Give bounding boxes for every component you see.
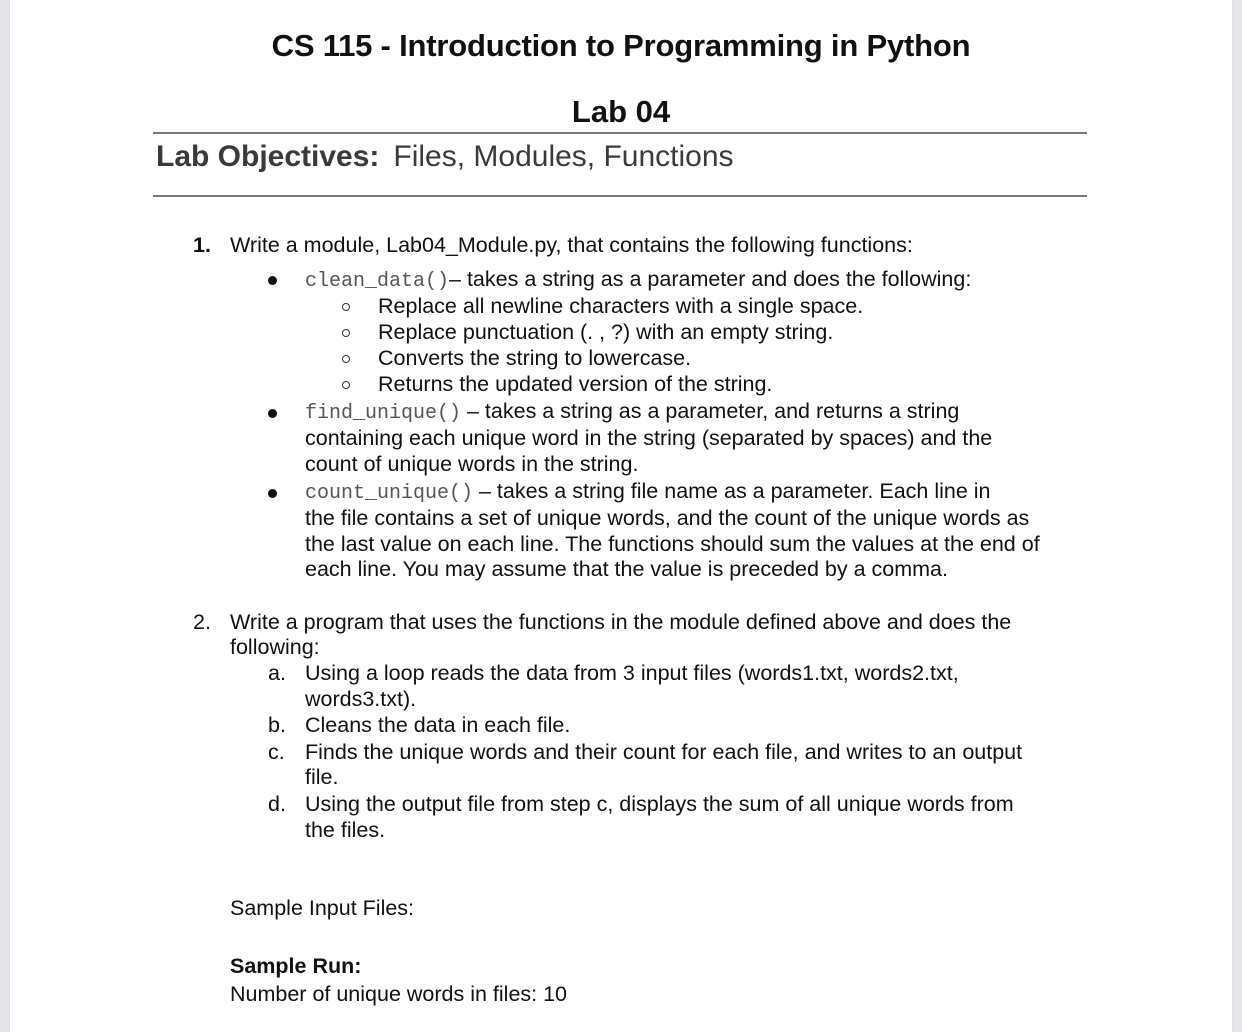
- function-description-line: each line. You may assume that the value is preceded by a comma.: [305, 557, 948, 581]
- lab-number-heading: Lab 04: [571, 94, 671, 129]
- step-marker-c: c.: [268, 740, 285, 764]
- bullet-icon: [268, 489, 277, 498]
- step-a-line: Using a loop reads the data from 3 input files (words1.txt, words2.txt,: [305, 661, 959, 685]
- divider-top: [153, 132, 1087, 134]
- clean-step: Replace punctuation (. , ?) with an empty string.: [378, 320, 834, 344]
- function-description: – takes a string file name as a parameter. Each line in: [473, 479, 991, 503]
- clean-step: Converts the string to lowercase.: [378, 346, 692, 370]
- section1-number: 1.: [193, 233, 211, 257]
- step-marker-a: a.: [268, 661, 286, 685]
- function-name: count_unique(): [305, 482, 474, 505]
- step-d-line: the files.: [305, 818, 386, 842]
- function-description: – takes a string as a parameter and does the following:: [449, 267, 972, 291]
- sub-bullet-icon: [342, 303, 350, 311]
- function-description-line: count of unique words in the string.: [305, 452, 639, 476]
- bullet-icon: [268, 409, 277, 418]
- section2-intro-line: following:: [230, 635, 320, 659]
- sub-bullet-icon: [342, 381, 350, 389]
- step-c-line: Finds the unique words and their count for each file, and writes to an output: [305, 740, 1023, 764]
- page-title: CS 115 - Introduction to Programming in Python: [271, 28, 971, 63]
- clean-step: Replace all newline characters with a single space.: [378, 294, 864, 318]
- sample-input-files-label: Sample Input Files:: [230, 896, 415, 920]
- step-marker-b: b.: [268, 713, 286, 737]
- sub-bullet-icon: [342, 329, 350, 337]
- function-count-unique: [305, 478, 991, 507]
- objectives-value: Files, Modules, Functions: [393, 140, 734, 173]
- function-find-unique: [305, 398, 959, 427]
- step-marker-d: d.: [268, 792, 286, 816]
- function-clean-data: [305, 266, 971, 295]
- step-c-line: file.: [305, 765, 339, 789]
- function-name: find_unique(): [305, 402, 462, 425]
- objectives-label: Lab Objectives:: [156, 140, 380, 173]
- section2-intro-line: Write a program that uses the functions in the module defined above and does the: [230, 610, 1012, 634]
- document-page: [10, 0, 1232, 1032]
- bullet-icon: [268, 276, 277, 285]
- function-description-line: the last value on each line. The functions should sum the values at the end of: [305, 532, 1040, 556]
- step-a-line: words3.txt).: [305, 687, 417, 711]
- step-b-line: Cleans the data in each file.: [305, 713, 571, 737]
- divider-bottom: [153, 195, 1087, 197]
- sample-run-output: Number of unique words in files: 10: [230, 982, 568, 1006]
- function-description: – takes a string as a parameter, and returns a string: [461, 399, 960, 423]
- lab-objectives: [156, 140, 734, 174]
- step-d-line: Using the output file from step c, displays the sum of all unique words from: [305, 792, 1014, 816]
- section2-number: 2.: [193, 610, 211, 634]
- section1-intro: Write a module, Lab04_Module.py, that contains the following functions:: [230, 233, 913, 257]
- function-description-line: containing each unique word in the string (separated by spaces) and the: [305, 426, 993, 450]
- sample-run-label: Sample Run:: [230, 954, 362, 978]
- sub-bullet-icon: [342, 355, 350, 363]
- function-description-line: the file contains a set of unique words, and the count of the unique words as: [305, 506, 1030, 530]
- function-name: clean_data(): [305, 270, 450, 293]
- clean-step: Returns the updated version of the string.: [378, 372, 773, 396]
